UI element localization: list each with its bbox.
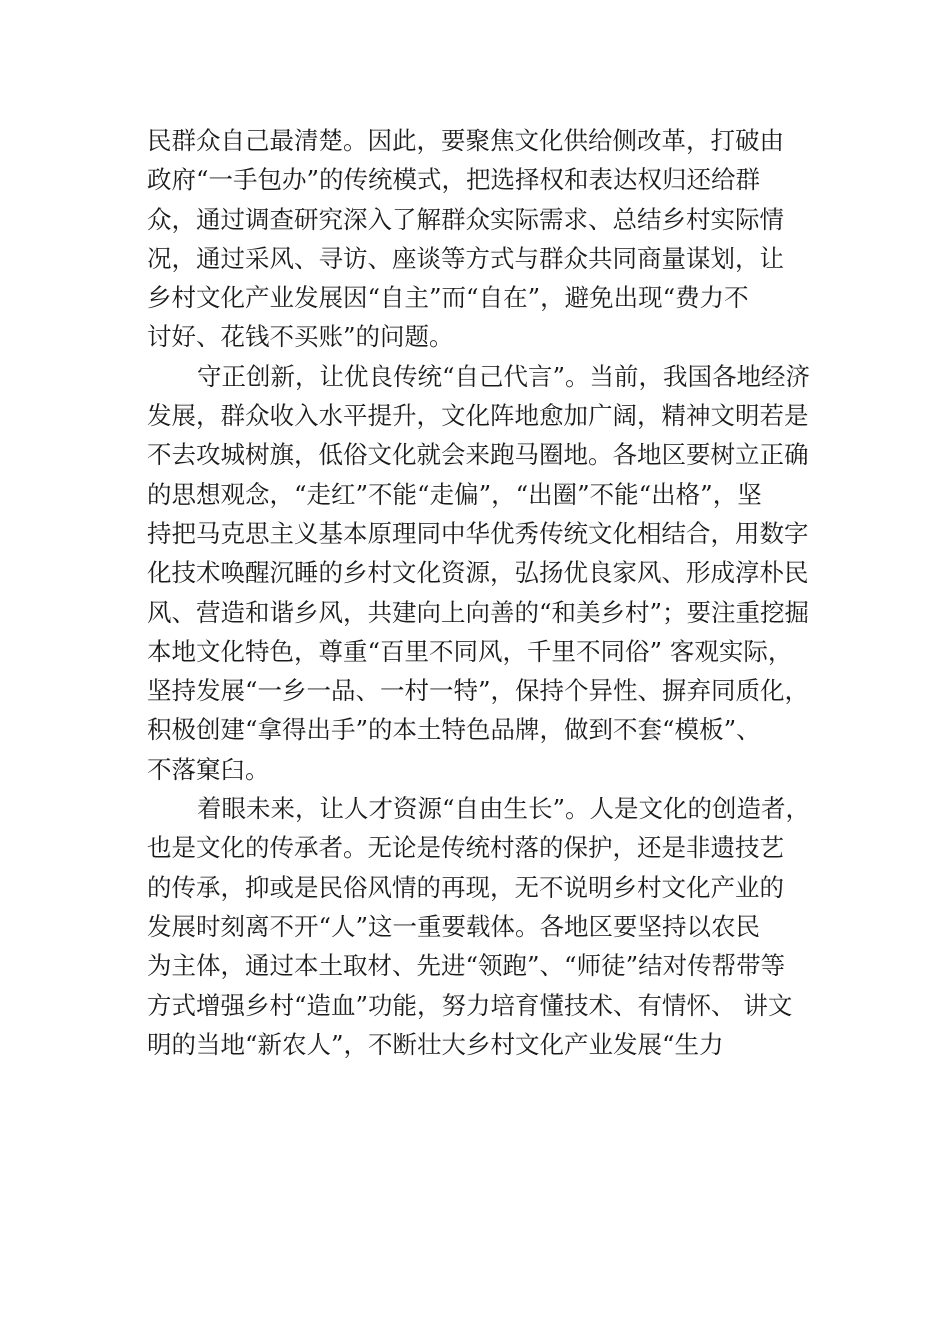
text-line: 也是文化的传承者。无论是传统村落的保护，还是非遗技艺 xyxy=(147,833,784,863)
text-line: 的思想观念，“走红”不能“走偏”，“出圈”不能“出格”，坚 xyxy=(147,479,762,509)
text-line: 讨好、花钱不买账”的问题。 xyxy=(147,322,454,352)
text-line: 为主体，通过本土取材、先进“领跑”、“师徒”结对传帮带等 xyxy=(147,951,786,981)
text-line: 明的当地“新农人”，不断壮大乡村文化产业发展“生力 xyxy=(147,1029,724,1059)
paragraph-first-line: 守正创新，让优良传统“自己代言”。当前，我国各地经济 xyxy=(197,361,811,391)
text-line: 的传承，抑或是民俗风情的再现，无不说明乡村文化产业的 xyxy=(147,872,784,902)
text-line: 发展时刻离不开“人”这一重要载体。各地区要坚持以农民 xyxy=(147,911,761,941)
text-line: 发展，群众收入水平提升，文化阵地愈加广阔，精神文明若是 xyxy=(147,401,809,431)
text-line: 方式增强乡村“造血”功能，努力培育懂技术、有情怀、 讲文 xyxy=(147,990,793,1020)
text-line: 本地文化特色，尊重“百里不同风，千里不同俗” 客观实际， xyxy=(147,636,793,666)
text-line: 持把马克思主义基本原理同中华优秀传统文化相结合，用数字 xyxy=(147,518,809,548)
text-line: 坚持发展“一乡一品、一村一特”，保持个异性、摒弃同质化， xyxy=(147,676,810,706)
text-line: 积极创建“拿得出手”的本土特色品牌，做到不套“模板”、 xyxy=(147,715,761,745)
text-line: 民群众自己最清楚。因此，要聚焦文化供给侧改革，打破由 xyxy=(147,126,784,155)
body-text xyxy=(147,121,811,1064)
text-line: 况，通过采风、寻访、座谈等方式与群众共同商量谋划，让 xyxy=(147,243,784,273)
text-line: 政府“一手包办”的传统模式，把选择权和表达权归还给群 xyxy=(147,165,761,195)
text-line: 乡村文化产业发展因“自主”而“自在”，避免出现“费力不 xyxy=(147,283,749,313)
text-line: 化技术唤醒沉睡的乡村文化资源，弘扬优良家风、形成淳朴民 xyxy=(147,558,809,588)
text-line: 不落窠臼。 xyxy=(147,754,270,784)
text-line: 众，通过调查研究深入了解群众实际需求、总结乡村实际情 xyxy=(147,204,784,234)
text-line: 不去攻城树旗，低俗文化就会来跑马圈地。各地区要树立正确 xyxy=(147,440,809,470)
paragraph-first-line: 着眼未来，让人才资源“自由生长”。人是文化的创造者， xyxy=(197,794,811,824)
text-line: 风、营造和谐乡风，共建向上向善的“和美乡村”；要注重挖掘 xyxy=(147,597,810,627)
